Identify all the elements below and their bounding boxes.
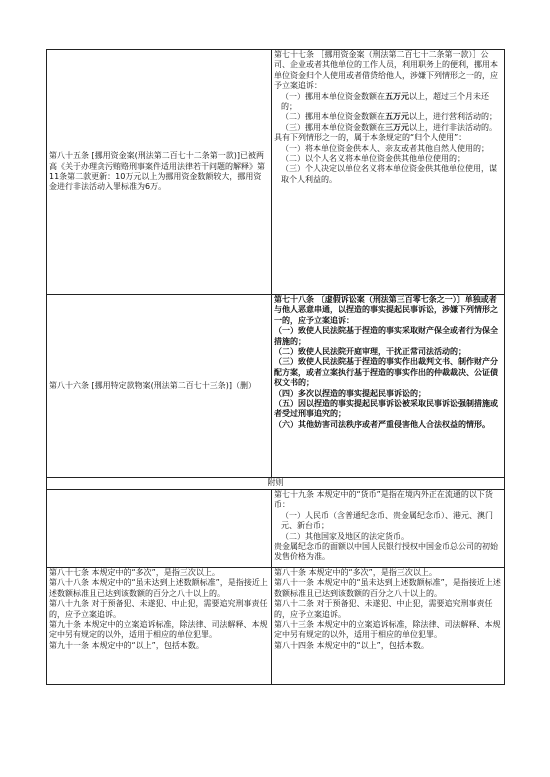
- cell-text: 第八十九条 对于预备犯、未遂犯、中止犯，需要追究刑事责任的，应予立案追诉。: [49, 599, 268, 619]
- emphasis: 三万元: [385, 122, 409, 132]
- cell-text: 第八十四条 本规定中的“以上”，包括本数。: [274, 640, 429, 650]
- cell-text: （四）多次以捏造的事实提起民事诉讼的；: [274, 388, 426, 398]
- cell-text: 具有下列情形之一的，属于本条规定的“归个人使用”：: [274, 133, 467, 143]
- new-article-77: [272, 50, 505, 295]
- table-row: [47, 490, 505, 568]
- cell-text: 第八十八条 本规定中的“虽未达到上述数额标准”，是指接近上述数额标准且已达到该数额的百分之八十以上的。: [49, 578, 268, 598]
- cell-text: 第八十条 本规定中的“多次”，是指三次以上。: [274, 568, 437, 577]
- old-articles-87-91: [47, 568, 272, 685]
- cell-text: （二）致使人民法院开庭审理，干扰正常司法活动的；: [274, 347, 466, 357]
- cell-text: 第八十六条 [挪用特定款物案(刑法第二百七十三条)]（删）: [49, 380, 257, 390]
- new-article-79: [272, 490, 505, 568]
- emphasis: 五万元: [385, 91, 409, 101]
- cell-text: 第七十七条 ［挪用资金案（刑法第二百七十二条第一款）］公司、企业或者其他单位的工作人员，利用职务上的便利，挪用本单位资金归个人使用或者借贷给他人，涉嫌下列情形之一的，应予立案追诉：: [274, 50, 498, 91]
- cell-text: （一）致使人民法院基于捏造的事实采取财产保全或者行为保全措施的；: [274, 326, 498, 346]
- cell-text: （一）挪用本单位资金数额在五万元以上，超过三个月未还的；: [281, 91, 489, 112]
- cell-text: 贵金属纪念币的面额以中国人民银行授权中国金币总公司的初始发售价格为准。: [274, 542, 498, 562]
- old-empty-cell: [47, 490, 272, 568]
- cell-text: 第八十七条 本规定中的“多次”，是指三次以上。: [49, 568, 220, 577]
- section-title: 附则: [47, 478, 505, 490]
- table-row: [47, 568, 505, 685]
- table-row: [47, 50, 505, 295]
- cell-text: （一）人民币（含普通纪念币、贵金属纪念币）、港元、澳门元、新台币；: [281, 510, 493, 531]
- cell-text: 第八十一条 本规定中的“虽未达到上述数额标准”，是指接近上述数额标准且已达到该数额的百分之八十以上的。: [274, 578, 501, 598]
- new-articles-80-84: [272, 568, 505, 685]
- cell-text: （六）其他妨害司法秩序或者严重侵害他人合法权益的情形。: [274, 419, 490, 429]
- cell-text: （二）以个人名义将本单位资金供其他单位使用的；: [281, 154, 465, 164]
- new-article-78: [272, 295, 505, 478]
- comparison-table: [46, 49, 505, 685]
- cell-text: 第九十一条 本规定中的“以上”，包括本数。: [49, 640, 204, 650]
- cell-text: （三）个人决定以单位名义将本单位资金供其他单位使用，谋取个人利益的。: [281, 164, 497, 184]
- cell-text: （三）挪用本单位资金数额在三万元以上，进行非法活动的。: [281, 122, 497, 132]
- old-article-86: [47, 295, 272, 478]
- table-row: [47, 295, 505, 478]
- emphasis: 五万元: [385, 112, 409, 122]
- cell-text: （一）将本单位资金供本人、亲友或者其他自然人使用的；: [281, 143, 489, 153]
- cell-text: 第八十五条 [挪用资金案(刑法第二百七十二条第一款)]已被两高《关于办理贪污贿赂刑事案件适用法律若干问题的解释》第11条第二款更新：10万元以上为挪用资金数额较大，挪用资金进行非法活动入罪标准为6万。: [49, 151, 265, 192]
- cell-text: （二）挪用本单位资金数额在五万元以上，进行营利活动的；: [281, 112, 497, 122]
- old-article-85: [47, 50, 272, 295]
- cell-text: （五）因以捏造的事实提起民事诉讼被采取民事诉讼强制措施或者受过刑事追究的；: [274, 399, 498, 419]
- cell-text: 第八十三条 本规定中的立案追诉标准，除法律、司法解释、本规定中另有规定的以外，适用于相应的单位犯罪。: [274, 620, 501, 640]
- cell-text: 第九十条 本规定中的立案追诉标准，除法律、司法解释、本规定中另有规定的以外，适用于相应的单位犯罪。: [49, 620, 268, 640]
- cell-text: 第八十二条 对于预备犯、未遂犯、中止犯，需要追究刑事责任的，应予立案追诉。: [274, 599, 493, 619]
- cell-text: 第七十九条 本规定中的“货币”是指在境内外正在流通的以下货币：: [274, 490, 493, 510]
- cell-text: （二）其他国家及地区的法定货币。: [281, 531, 409, 541]
- cell-text: （三）致使人民法院基于捏造的事实作出裁判文书、制作财产分配方案，或者立案执行基于捏造的事实作出的仲裁裁决、公证债权文书的；: [274, 357, 498, 388]
- cell-text: 第七十八条 〔虚假诉讼案（刑法第三百零七条之一）〕单独或者与他人恶意串通，以捏造的事实提起民事诉讼，涉嫌下列情形之一的，应予立案追诉：: [274, 295, 498, 325]
- section-row: [47, 478, 505, 490]
